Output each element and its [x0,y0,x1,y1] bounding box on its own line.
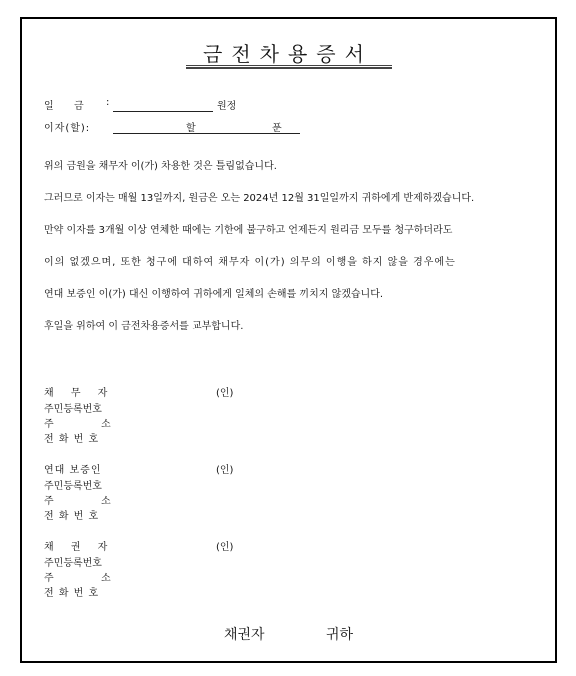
address-label-a: 주 [44,496,54,507]
address-label-b: 소 [101,419,111,430]
address-label-b: 소 [101,496,111,507]
interest-field[interactable] [113,133,300,134]
id-number-label: 주민등록번호 [44,481,102,492]
seal-mark: (인) [216,465,234,476]
title-underline-thick [186,67,392,69]
amount-unit: 원정 [217,101,237,112]
phone-label: 전 화 번 호 [44,511,100,522]
document-title: 금전차용증서 [203,42,373,66]
interest-label: 이자(할): [44,123,91,134]
closing-creditor: 채권자 [224,627,265,643]
closing-honorific: 귀하 [326,627,354,643]
phone-label: 전 화 번 호 [44,588,100,599]
address-label-a: 주 [44,419,54,430]
amount-field[interactable] [113,111,213,112]
amount-colon: : [106,97,110,108]
address-label-a: 주 [44,573,54,584]
id-number-label: 주민등록번호 [44,558,102,569]
address-label-b: 소 [101,573,111,584]
title-underline [186,65,392,66]
body-line: 이의 없겠으며, 또한 청구에 대하여 채무자 이(가) 의무의 이행을 하지 않을 경우에는 [44,257,456,268]
body-line: 그러므로 이자는 매월 13일까지, 원금은 오는 2024년 12월 31일일까지 귀하에게 반제하겠습니다. [44,193,475,204]
interest-unit-hal: 할 [186,123,196,134]
body-line: 위의 금원을 채무자 이(가) 차용한 것은 틀림없습니다. [44,161,277,172]
body-line: 후일을 위하여 이 금전차용증서를 교부합니다. [44,321,244,332]
body-line: 연대 보증인 이(가) 대신 이행하여 귀하에게 일체의 손해를 끼치지 않겠습니다. [44,289,384,300]
body-line: 만약 이자를 3개월 이상 연체한 때에는 기한에 불구하고 언제든지 원리금 모두를 청구하더라도 [44,225,453,236]
id-number-label: 주민등록번호 [44,404,102,415]
amount-label-b: 금 [74,101,84,112]
party-role: 채 무 자 [44,388,115,399]
amount-label-a: 일 [44,101,54,112]
interest-unit-pun: 푼 [272,123,282,134]
seal-mark: (인) [216,388,234,399]
party-role: 연대 보증인 [44,465,102,476]
party-role: 채 권 자 [44,542,115,553]
phone-label: 전 화 번 호 [44,434,100,445]
seal-mark: (인) [216,542,234,553]
